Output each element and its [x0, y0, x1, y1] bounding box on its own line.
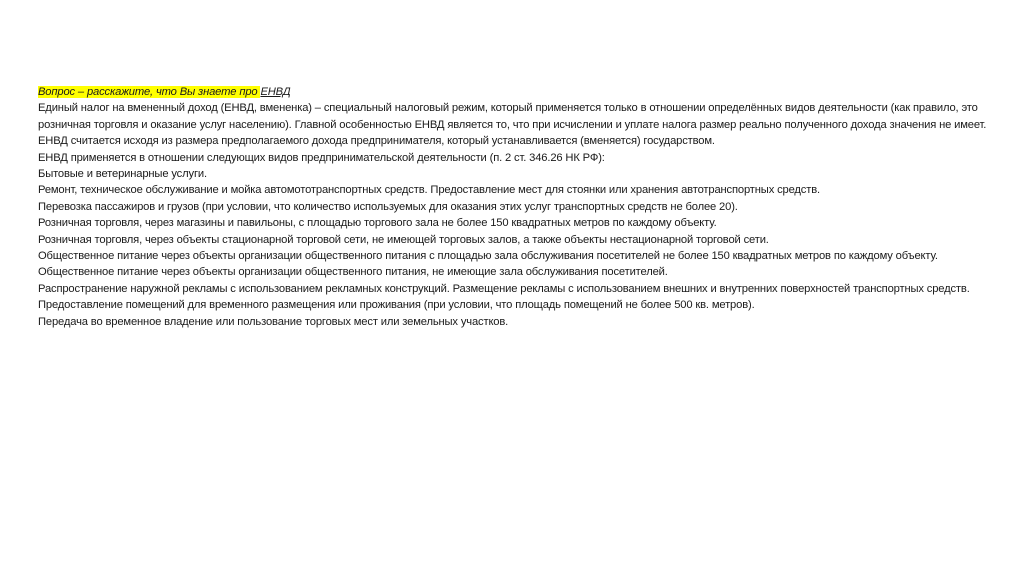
- question-line: [38, 84, 998, 100]
- activity-item: Розничная торговля, через объекты стационарной торговой сети, не имеющей торговых залов, а также объекты нестационарной торговой сети.: [38, 233, 769, 246]
- question-topic-link[interactable]: ЕНВД: [260, 86, 291, 98]
- activity-item: Ремонт, техническое обслуживание и мойка автомототранспортных средств. Предоставление мест для стоянки или хранения автотранспортных средств.: [38, 184, 820, 197]
- activity-item: Общественное питание через объекты организации общественного питания с площадью зала обслуживания посетителей не более 150 квадратных метров по каждому объекту.: [38, 250, 938, 263]
- activity-item: Предоставление помещений для временного размещения или проживания (при условии, что площадь помещений не более 500 кв. метров).: [38, 299, 755, 312]
- question-prefix: Вопрос – расскажите, что Вы знаете про: [38, 86, 261, 98]
- activity-item: Распространение наружной рекламы с использованием рекламных конструкций. Размещение рекламы с использованием внешних и внутренних поверхностей транспортных средств.: [38, 282, 970, 295]
- activity-item: Розничная торговля, через магазины и павильоны, с площадью торгового зала не более 150 квадратных метров по каждому объекту.: [38, 217, 717, 230]
- activity-item: Общественное питание через объекты организации общественного питания, не имеющие зала обслуживания посетителей.: [38, 266, 668, 279]
- slide-text-block: [38, 84, 998, 330]
- paragraph-definition: Единый налог на вмененный доход (ЕНВД, вмененка) – специальный налоговый режим, который применяется только в отношении определённых видов деятельности (как правило, это розничная торговля и оказание услуг населению). Главной особенностью ЕНВД является то, что при исчислении и уплате налога размер реально полученного дохода значения не имеет.: [38, 102, 987, 131]
- paragraph-applicability: ЕНВД применяется в отношении следующих видов предпринимательской деятельности (п. 2 ст. 346.26 НК РФ):: [38, 151, 605, 164]
- activity-item: Перевозка пассажиров и грузов (при условии, что количество используемых для оказания этих услуг транспортных средств не более 20).: [38, 200, 738, 213]
- paragraph-calculation: ЕНВД считается исходя из размера предполагаемого дохода предпринимателя, который устанавливается (вменяется) государством.: [38, 135, 715, 148]
- activity-item: Передача во временное владение или пользование торговых мест или земельных участков.: [38, 315, 509, 328]
- activity-item: Бытовые и ветеринарные услуги.: [38, 168, 207, 181]
